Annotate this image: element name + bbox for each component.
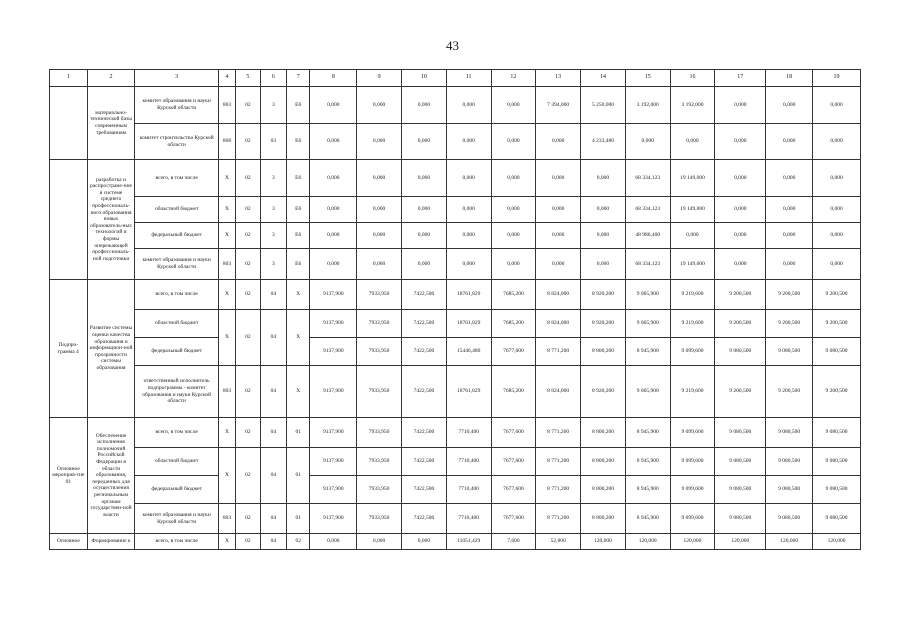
header-row bbox=[50, 70, 861, 87]
header-cell: 12 bbox=[491, 70, 536, 87]
source-cell: комитет образования и науки Курской области bbox=[135, 87, 218, 124]
grbs-cell: 803 bbox=[218, 504, 235, 534]
value-cell: 0,000 bbox=[491, 124, 536, 160]
value-cell: 0,000 bbox=[402, 124, 447, 160]
value-cell: 120,000 bbox=[715, 534, 766, 550]
value-cell: 7422,500 bbox=[402, 338, 447, 366]
header-cell: 19 bbox=[813, 70, 861, 87]
header-cell: 10 bbox=[402, 70, 447, 87]
source-cell: комитет строительства Курской области bbox=[135, 124, 218, 160]
value-cell: 7422,500 bbox=[402, 366, 447, 418]
value-cell: 120,000 bbox=[670, 534, 715, 550]
value-cell: 9 080,500 bbox=[813, 338, 861, 366]
grbs-cell: Х bbox=[218, 197, 235, 223]
value-cell: 18761,829 bbox=[446, 280, 491, 310]
value-cell: 7422,500 bbox=[402, 448, 447, 476]
value-cell: 0,000 bbox=[310, 534, 357, 550]
value-cell: 5 250,000 bbox=[581, 87, 626, 124]
table-row bbox=[50, 249, 861, 280]
value-cell: 9137,900 bbox=[310, 504, 357, 534]
code-cell: Е6 bbox=[287, 160, 310, 197]
value-cell: 9 080,500 bbox=[766, 418, 813, 448]
value-cell: 7933,950 bbox=[357, 504, 402, 534]
header-cell: 1 bbox=[50, 70, 88, 87]
value-cell: 9 080,500 bbox=[813, 504, 861, 534]
code-cell: 04 bbox=[260, 534, 286, 550]
value-cell: 9 200,500 bbox=[813, 280, 861, 310]
code-cell: Е6 bbox=[287, 197, 310, 223]
code-cell: 02 bbox=[236, 197, 260, 223]
value-cell: 68 334,123 bbox=[625, 160, 670, 197]
value-cell: 8 800,200 bbox=[581, 448, 626, 476]
header-cell: 8 bbox=[310, 70, 357, 87]
value-cell: 9 065,900 bbox=[625, 366, 670, 418]
value-cell: 0,000 bbox=[715, 160, 766, 197]
value-cell: 9 200,500 bbox=[813, 310, 861, 338]
grbs-cell: Х bbox=[218, 280, 235, 310]
value-cell: 0,000 bbox=[670, 223, 715, 249]
value-cell: 9 200,500 bbox=[766, 310, 813, 338]
value-cell: 9 080,500 bbox=[813, 476, 861, 504]
value-cell: 0,000 bbox=[715, 124, 766, 160]
value-cell: 0,000 bbox=[402, 223, 447, 249]
header-cell: 16 bbox=[670, 70, 715, 87]
value-cell: 8 800,200 bbox=[581, 504, 626, 534]
value-cell: 9 080,500 bbox=[715, 448, 766, 476]
header-cell: 15 bbox=[625, 70, 670, 87]
value-cell: 0,000 bbox=[310, 124, 357, 160]
value-cell: 7685,200 bbox=[491, 280, 536, 310]
value-cell: 68 334,123 bbox=[625, 197, 670, 223]
value-cell: 0,000 bbox=[766, 124, 813, 160]
value-cell: 0,000 bbox=[536, 223, 581, 249]
grbs-cell: Х bbox=[218, 448, 235, 504]
value-cell: 0,000 bbox=[625, 124, 670, 160]
value-cell: 3 192,000 bbox=[625, 87, 670, 124]
value-cell: 0,000 bbox=[357, 223, 402, 249]
value-cell: 9 219,600 bbox=[670, 366, 715, 418]
header-cell: 17 bbox=[715, 70, 766, 87]
value-cell: 7933,950 bbox=[357, 310, 402, 338]
value-cell: 0,000 bbox=[310, 160, 357, 197]
value-cell: 9 080,500 bbox=[813, 418, 861, 448]
source-cell: областной бюджет bbox=[135, 197, 218, 223]
header-cell: 7 bbox=[287, 70, 310, 87]
code-cell: 04 bbox=[260, 366, 286, 418]
value-cell: 9 080,500 bbox=[766, 338, 813, 366]
code-cell: Х bbox=[287, 310, 310, 366]
code-cell: 3 bbox=[260, 249, 286, 280]
value-cell: 0,000 bbox=[813, 249, 861, 280]
value-cell: 8 824,000 bbox=[536, 280, 581, 310]
value-cell: 7685,200 bbox=[491, 366, 536, 418]
grbs-cell: Х bbox=[218, 534, 235, 550]
code-cell: Е6 bbox=[287, 223, 310, 249]
value-cell: 9 200,500 bbox=[715, 366, 766, 418]
code-cell: 3 bbox=[260, 87, 286, 124]
value-cell: 0,000 bbox=[310, 87, 357, 124]
value-cell: 7677,600 bbox=[491, 448, 536, 476]
value-cell: 0,000 bbox=[670, 124, 715, 160]
value-cell: 0,000 bbox=[766, 249, 813, 280]
value-cell: 0,000 bbox=[813, 124, 861, 160]
value-cell: 0,000 bbox=[491, 197, 536, 223]
value-cell: 8 945,900 bbox=[625, 338, 670, 366]
value-cell: 7933,950 bbox=[357, 338, 402, 366]
value-cell: 9137,900 bbox=[310, 448, 357, 476]
value-cell: 7 394,000 bbox=[536, 87, 581, 124]
value-cell: 0,000 bbox=[766, 160, 813, 197]
code-cell: 02 bbox=[236, 223, 260, 249]
value-cell: 0,000 bbox=[766, 87, 813, 124]
value-cell: 9 099,600 bbox=[670, 504, 715, 534]
value-cell: 0,000 bbox=[357, 160, 402, 197]
table-row bbox=[50, 338, 861, 366]
value-cell: 7933,950 bbox=[357, 448, 402, 476]
value-cell: 0,000 bbox=[491, 87, 536, 124]
source-cell: комитет образования и науки Курской области bbox=[135, 504, 218, 534]
grbs-cell: Х bbox=[218, 160, 235, 197]
table-row bbox=[50, 476, 861, 504]
page-number: 43 bbox=[446, 38, 459, 53]
value-cell: 0,000 bbox=[813, 87, 861, 124]
value-cell: 7710,400 bbox=[446, 418, 491, 448]
value-cell: 9 200,500 bbox=[766, 366, 813, 418]
value-cell: 8 920,200 bbox=[581, 310, 626, 338]
value-cell: 120,000 bbox=[813, 534, 861, 550]
value-cell: 8 771,200 bbox=[536, 504, 581, 534]
code-cell: 02 bbox=[236, 366, 260, 418]
value-cell: 9137,900 bbox=[310, 310, 357, 338]
table-row bbox=[50, 197, 861, 223]
value-cell: 120,000 bbox=[581, 534, 626, 550]
table-row bbox=[50, 280, 861, 310]
value-cell: 19 149,000 bbox=[670, 160, 715, 197]
value-cell: 7677,600 bbox=[491, 338, 536, 366]
value-cell: 8 824,000 bbox=[536, 310, 581, 338]
source-cell: всего, в том числе bbox=[135, 418, 218, 448]
value-cell: 15446,480 bbox=[446, 338, 491, 366]
value-cell: 9 080,500 bbox=[715, 338, 766, 366]
code-cell: Е6 bbox=[287, 87, 310, 124]
value-cell: 9 219,600 bbox=[670, 310, 715, 338]
main-event-name-cell: Формирование к bbox=[87, 534, 135, 550]
value-cell: 7677,600 bbox=[491, 504, 536, 534]
table-row bbox=[50, 448, 861, 476]
value-cell: 7422,500 bbox=[402, 418, 447, 448]
source-cell: комитет образования и науки Курской области bbox=[135, 249, 218, 280]
value-cell: 0,000 bbox=[402, 534, 447, 550]
value-cell: 52,800 bbox=[536, 534, 581, 550]
value-cell: 9 099,600 bbox=[670, 448, 715, 476]
value-cell: 8 945,900 bbox=[625, 476, 670, 504]
event-name-cell: материально-технической базы современным требованиям bbox=[87, 87, 135, 160]
value-cell: 0,000 bbox=[491, 223, 536, 249]
code-cell: 04 bbox=[260, 448, 286, 504]
header-cell: 9 bbox=[357, 70, 402, 87]
value-cell: 0,000 bbox=[446, 197, 491, 223]
table-row bbox=[50, 366, 861, 418]
value-cell: 7,600 bbox=[491, 534, 536, 550]
code-cell: 02 bbox=[236, 310, 260, 366]
table-row bbox=[50, 124, 861, 160]
code-cell: 02 bbox=[236, 87, 260, 124]
code-cell: Е6 bbox=[287, 124, 310, 160]
value-cell: 0,000 bbox=[715, 249, 766, 280]
empty-cell bbox=[50, 87, 88, 160]
value-cell: 7422,500 bbox=[402, 310, 447, 338]
code-cell: 02 bbox=[236, 534, 260, 550]
value-cell: 0,000 bbox=[491, 249, 536, 280]
header-cell: 2 bbox=[87, 70, 135, 87]
header-cell: 14 bbox=[581, 70, 626, 87]
value-cell: 9 200,500 bbox=[715, 310, 766, 338]
main-event-cell: Основное bbox=[50, 534, 88, 550]
event-name-cell: разработка и распростране-ние в системе среднего профессиональ-ного образования новых образователь-ных технологий и формы опережающей профессиональ-ной подготовки bbox=[87, 160, 135, 280]
value-cell: 9137,900 bbox=[310, 418, 357, 448]
value-cell: 8 771,200 bbox=[536, 338, 581, 366]
code-cell: 02 bbox=[287, 534, 310, 550]
grbs-cell: 803 bbox=[218, 249, 235, 280]
value-cell: 8 800,200 bbox=[581, 418, 626, 448]
value-cell: 9137,900 bbox=[310, 280, 357, 310]
value-cell: 8 920,200 bbox=[581, 366, 626, 418]
table-row bbox=[50, 87, 861, 124]
value-cell: 0,000 bbox=[581, 223, 626, 249]
value-cell: 0,000 bbox=[581, 249, 626, 280]
header-cell: 18 bbox=[766, 70, 813, 87]
value-cell: 9 080,500 bbox=[766, 476, 813, 504]
value-cell: 0,000 bbox=[581, 160, 626, 197]
value-cell: 0,000 bbox=[446, 223, 491, 249]
value-cell: 68 334,123 bbox=[625, 249, 670, 280]
value-cell: 0,000 bbox=[357, 534, 402, 550]
value-cell: 0,000 bbox=[715, 197, 766, 223]
value-cell: 9 200,500 bbox=[715, 280, 766, 310]
value-cell: 19 149,000 bbox=[670, 197, 715, 223]
value-cell: 7933,950 bbox=[357, 476, 402, 504]
value-cell: 8 771,200 bbox=[536, 476, 581, 504]
value-cell: 9 099,600 bbox=[670, 338, 715, 366]
value-cell: 7422,500 bbox=[402, 504, 447, 534]
value-cell: 4 233,480 bbox=[581, 124, 626, 160]
source-cell: всего, в том числе bbox=[135, 534, 218, 550]
code-cell: 01 bbox=[287, 418, 310, 448]
value-cell: 0,000 bbox=[446, 160, 491, 197]
code-cell: Х bbox=[287, 280, 310, 310]
value-cell: 9 099,600 bbox=[670, 476, 715, 504]
value-cell: 0,000 bbox=[310, 249, 357, 280]
value-cell: 7710,400 bbox=[446, 476, 491, 504]
code-cell: 02 bbox=[236, 280, 260, 310]
code-cell: 02 bbox=[236, 448, 260, 504]
code-cell: 04 bbox=[260, 418, 286, 448]
main-event-cell: Основное мероприя-тие 01 bbox=[50, 418, 88, 534]
value-cell: 0,000 bbox=[357, 249, 402, 280]
source-cell: федеральный бюджет bbox=[135, 338, 218, 366]
grbs-cell: Х bbox=[218, 418, 235, 448]
code-cell: 04 bbox=[260, 280, 286, 310]
value-cell: 7710,400 bbox=[446, 504, 491, 534]
code-cell: 3 bbox=[260, 197, 286, 223]
value-cell: 0,000 bbox=[357, 87, 402, 124]
value-cell: 7685,200 bbox=[491, 310, 536, 338]
value-cell: 7933,950 bbox=[357, 366, 402, 418]
value-cell: 8 945,900 bbox=[625, 418, 670, 448]
value-cell: 9 200,500 bbox=[813, 366, 861, 418]
value-cell: 0,000 bbox=[581, 197, 626, 223]
value-cell: 11051,429 bbox=[446, 534, 491, 550]
code-cell: 02 bbox=[236, 124, 260, 160]
source-cell: всего, в том числе bbox=[135, 160, 218, 197]
table-row bbox=[50, 310, 861, 338]
value-cell: 9137,900 bbox=[310, 338, 357, 366]
source-cell: федеральный бюджет bbox=[135, 223, 218, 249]
value-cell: 19 149,000 bbox=[670, 249, 715, 280]
value-cell: 9 065,900 bbox=[625, 310, 670, 338]
value-cell: 0,000 bbox=[491, 160, 536, 197]
value-cell: 9 099,600 bbox=[670, 418, 715, 448]
value-cell: 9137,900 bbox=[310, 476, 357, 504]
value-cell: 120,000 bbox=[625, 534, 670, 550]
code-cell: 02 bbox=[236, 160, 260, 197]
code-cell: 03 bbox=[260, 124, 286, 160]
value-cell: 8 800,200 bbox=[581, 476, 626, 504]
code-cell: 02 bbox=[236, 249, 260, 280]
empty-cell bbox=[50, 160, 88, 280]
header-cell: 4 bbox=[218, 70, 235, 87]
value-cell: 7933,950 bbox=[357, 280, 402, 310]
table-row bbox=[50, 504, 861, 534]
value-cell: 0,000 bbox=[402, 87, 447, 124]
value-cell: 9 080,500 bbox=[766, 504, 813, 534]
value-cell: 0,000 bbox=[766, 223, 813, 249]
value-cell: 0,000 bbox=[715, 87, 766, 124]
grbs-cell: Х bbox=[218, 223, 235, 249]
main-event-name-cell: Обеспечение исполнения полномочий Российской Федерации в области образования, переданных для осуществления региональным органам государствен-ной власти bbox=[87, 418, 135, 534]
value-cell: 9 219,600 bbox=[670, 280, 715, 310]
value-cell: 9 080,500 bbox=[715, 476, 766, 504]
value-cell: 9137,900 bbox=[310, 366, 357, 418]
value-cell: 8 800,200 bbox=[581, 338, 626, 366]
value-cell: 8 824,000 bbox=[536, 366, 581, 418]
value-cell: 0,000 bbox=[446, 87, 491, 124]
grbs-cell: 808 bbox=[218, 124, 235, 160]
value-cell: 9 080,500 bbox=[766, 448, 813, 476]
value-cell: 0,000 bbox=[402, 197, 447, 223]
value-cell: 0,000 bbox=[402, 249, 447, 280]
table-row bbox=[50, 160, 861, 197]
value-cell: 7677,600 bbox=[491, 476, 536, 504]
value-cell: 7677,600 bbox=[491, 418, 536, 448]
table-row bbox=[50, 223, 861, 249]
value-cell: 8 771,200 bbox=[536, 448, 581, 476]
code-cell: 3 bbox=[260, 160, 286, 197]
code-cell: 01 bbox=[287, 448, 310, 504]
value-cell: 9 065,900 bbox=[625, 280, 670, 310]
value-cell: 0,000 bbox=[446, 124, 491, 160]
source-cell: федеральный бюджет bbox=[135, 476, 218, 504]
source-cell: областной бюджет bbox=[135, 310, 218, 338]
value-cell: 0,000 bbox=[536, 197, 581, 223]
code-cell: 02 bbox=[236, 418, 260, 448]
value-cell: 7422,500 bbox=[402, 476, 447, 504]
value-cell: 0,000 bbox=[536, 160, 581, 197]
value-cell: 0,000 bbox=[357, 197, 402, 223]
code-cell: 3 bbox=[260, 223, 286, 249]
value-cell: 8 945,900 bbox=[625, 448, 670, 476]
value-cell: 8 771,200 bbox=[536, 418, 581, 448]
value-cell: 18761,829 bbox=[446, 366, 491, 418]
value-cell: 0,000 bbox=[446, 249, 491, 280]
value-cell: 8 920,200 bbox=[581, 280, 626, 310]
value-cell: 0,000 bbox=[402, 160, 447, 197]
code-cell: Е6 bbox=[287, 249, 310, 280]
header-cell: 3 bbox=[135, 70, 218, 87]
source-cell: областной бюджет bbox=[135, 448, 218, 476]
value-cell: 0,000 bbox=[813, 223, 861, 249]
code-cell: 01 bbox=[287, 504, 310, 534]
value-cell: 7710,400 bbox=[446, 448, 491, 476]
code-cell: 04 bbox=[260, 310, 286, 366]
value-cell: 0,000 bbox=[813, 160, 861, 197]
value-cell: 8 945,900 bbox=[625, 504, 670, 534]
grbs-cell: 803 bbox=[218, 87, 235, 124]
value-cell: 9 200,500 bbox=[766, 280, 813, 310]
value-cell: 0,000 bbox=[536, 249, 581, 280]
value-cell: 0,000 bbox=[310, 197, 357, 223]
grbs-cell: Х bbox=[218, 310, 235, 366]
subprogram-cell: Подпро-грамма 4 bbox=[50, 280, 88, 418]
value-cell: 7933,950 bbox=[357, 418, 402, 448]
value-cell: 9 080,500 bbox=[715, 418, 766, 448]
value-cell: 18761,829 bbox=[446, 310, 491, 338]
header-cell: 13 bbox=[536, 70, 581, 87]
value-cell: 120,000 bbox=[766, 534, 813, 550]
header-cell: 6 bbox=[260, 70, 286, 87]
table-row bbox=[50, 418, 861, 448]
value-cell: 0,000 bbox=[766, 197, 813, 223]
value-cell: 0,000 bbox=[536, 124, 581, 160]
value-cell: 9 080,500 bbox=[715, 504, 766, 534]
subprogram-name-cell: Развитие системы оценки качества образования и информацион-ной прозрачности системы образования bbox=[87, 280, 135, 418]
header-cell: 11 bbox=[446, 70, 491, 87]
value-cell: 48 986,400 bbox=[625, 223, 670, 249]
grbs-cell: 803 bbox=[218, 366, 235, 418]
value-cell: 0,000 bbox=[357, 124, 402, 160]
table-row bbox=[50, 534, 861, 550]
budget-table bbox=[49, 69, 861, 550]
code-cell: 02 bbox=[236, 504, 260, 534]
value-cell: 9 080,500 bbox=[813, 448, 861, 476]
source-cell: ответственный исполнитель подпрограммы - комитет образования и науки Курской области bbox=[135, 366, 218, 418]
value-cell: 7422,500 bbox=[402, 280, 447, 310]
value-cell: 0,000 bbox=[310, 223, 357, 249]
value-cell: 3 192,000 bbox=[670, 87, 715, 124]
code-cell: 04 bbox=[260, 504, 286, 534]
value-cell: 0,000 bbox=[813, 197, 861, 223]
header-cell: 5 bbox=[236, 70, 260, 87]
value-cell: 0,000 bbox=[715, 223, 766, 249]
code-cell: Х bbox=[287, 366, 310, 418]
source-cell: всего, в том числе bbox=[135, 280, 218, 310]
